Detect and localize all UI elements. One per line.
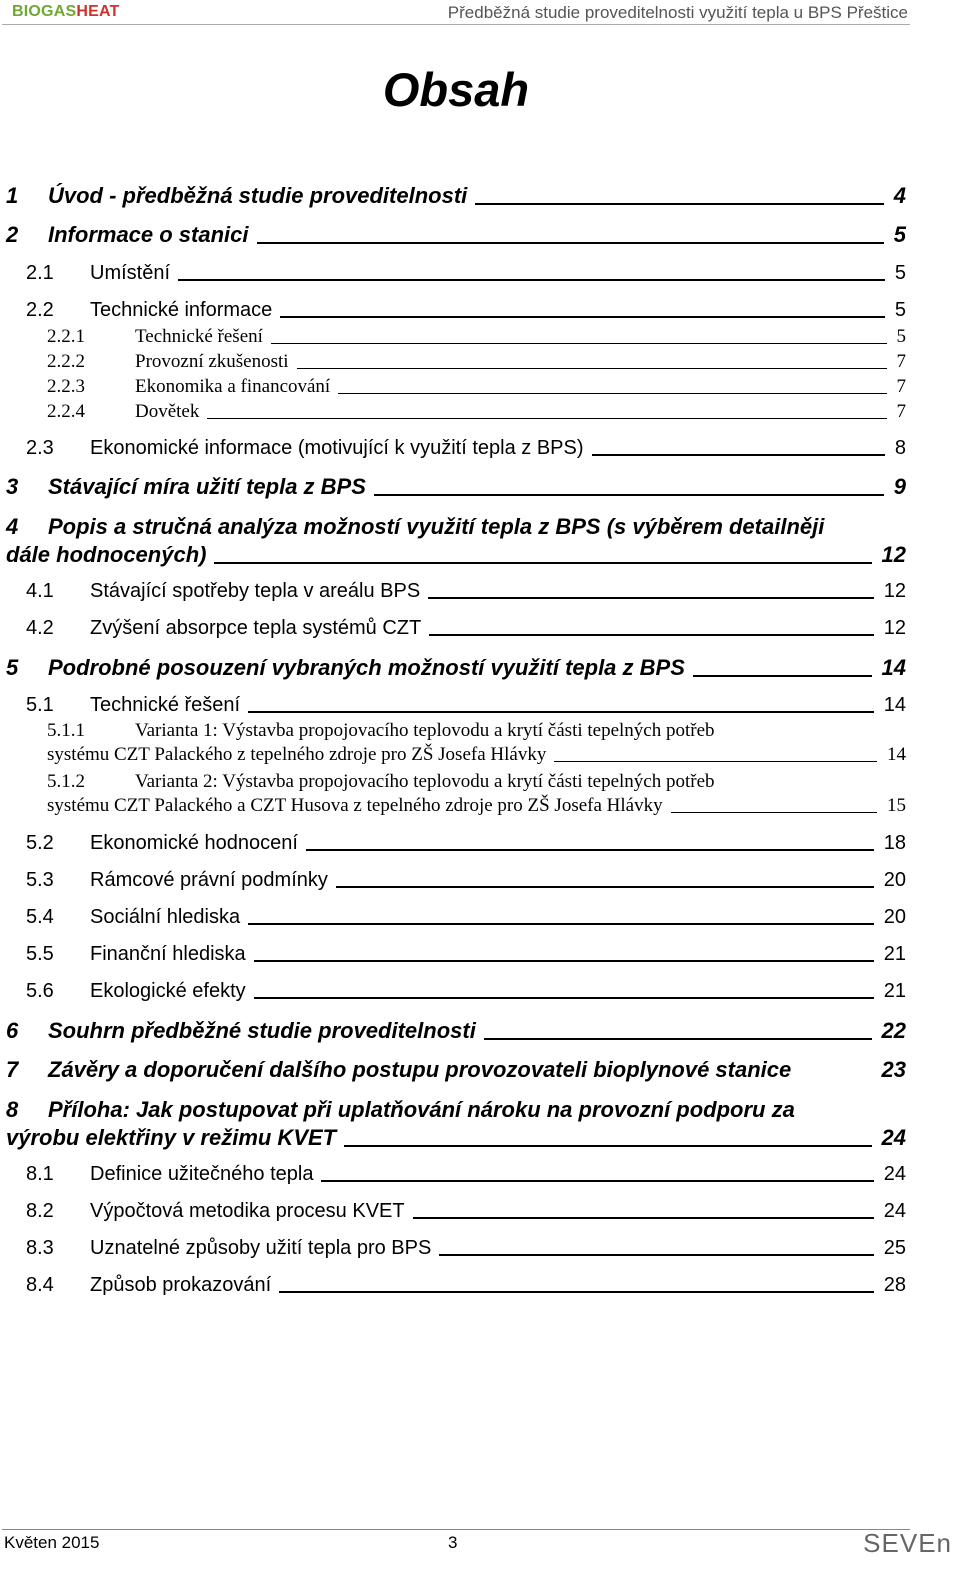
leader-line — [248, 923, 874, 925]
toc-entry-8-3[interactable]: 8.3 Uznatelné způsoby užití tepla pro BPS 25 — [26, 1237, 906, 1259]
leader-line — [254, 960, 874, 962]
footer-date: Květen 2015 — [4, 1533, 100, 1552]
leader-line — [280, 316, 885, 318]
leader-line — [413, 1217, 874, 1219]
biogasheat-logo: BIOGASHEAT — [12, 3, 120, 20]
toc-entry-8-2[interactable]: 8.2 Výpočtová metodika procesu KVET 24 — [26, 1200, 906, 1222]
toc-entry-8[interactable]: 8 Příloha: Jak postupovat při uplatňování nároku na provozní podporu za výrobu elektřiny v režimu KVET 24 — [6, 1097, 906, 1150]
toc-entry-5-1-1[interactable]: 5.1.1 Varianta 1: Výstavba propojovacího teplovodu a krytí části tepelných potřeb systému CZT Palackého z tepelného zdroje pro ZŠ Josefa Hlávky 14 — [47, 720, 906, 765]
leader-line — [271, 343, 887, 344]
leader-line — [248, 711, 874, 713]
leader-line — [374, 494, 884, 496]
header-divider — [2, 24, 910, 25]
leader-line — [306, 849, 874, 851]
leader-line — [429, 634, 874, 636]
toc-entry-5-5[interactable]: 5.5 Finanční hlediska 21 — [26, 943, 906, 965]
toc-entry-5-2[interactable]: 5.2 Ekonomické hodnocení 18 — [26, 832, 906, 854]
leader-line — [475, 203, 883, 205]
leader-line — [254, 997, 874, 999]
leader-line — [214, 562, 871, 564]
leader-line — [338, 393, 886, 394]
toc-entry-2-2[interactable]: 2.2 Technické informace 5 — [26, 299, 906, 321]
toc-entry-4-2[interactable]: 4.2 Zvýšení absorpce tepla systémů CZT 12 — [26, 617, 906, 639]
leader-line — [671, 812, 877, 813]
page-title: Obsah — [382, 63, 530, 116]
leader-line — [297, 368, 887, 369]
toc-entry-1[interactable]: 1 Úvod - předběžná studie proveditelnosti 4 — [6, 183, 906, 208]
leader-line — [321, 1180, 873, 1182]
toc-entry-2-2-4[interactable]: 2.2.4 Dovětek 7 — [47, 401, 906, 422]
toc-entry-2-2-2[interactable]: 2.2.2 Provozní zkušenosti 7 — [47, 351, 906, 372]
toc-entry-5-6[interactable]: 5.6 Ekologické efekty 21 — [26, 980, 906, 1002]
toc-entry-8-4[interactable]: 8.4 Způsob prokazování 28 — [26, 1274, 906, 1296]
toc-entry-8-1[interactable]: 8.1 Definice užitečného tepla 24 — [26, 1163, 906, 1185]
toc-entry-5[interactable]: 5 Podrobné posouzení vybraných možností využití tepla z BPS 14 — [6, 655, 906, 680]
leader-line — [439, 1254, 873, 1256]
toc-entry-4-1[interactable]: 4.1 Stávající spotřeby tepla v areálu BPS 12 — [26, 580, 906, 602]
toc-entry-5-4[interactable]: 5.4 Sociální hlediska 20 — [26, 906, 906, 928]
page-header — [0, 0, 960, 28]
header-title: Předběžná studie proveditelnosti využití tepla u BPS Přeštice — [447, 3, 908, 22]
toc-entry-2[interactable]: 2 Informace o stanici 5 — [6, 222, 906, 247]
leader-line — [279, 1291, 874, 1293]
leader-line — [693, 675, 872, 677]
toc-entry-5-1-2[interactable]: 5.1.2 Varianta 2: Výstavba propojovacího teplovodu a krytí části tepelných potřeb systému CZT Palackého a CZT Husova z tepelného zdroje pro ZŠ Josefa Hlávky 15 — [47, 771, 906, 816]
footer-divider — [2, 1529, 910, 1530]
toc-entry-2-2-1[interactable]: 2.2.1 Technické řešení 5 — [47, 326, 906, 347]
toc-entry-2-2-3[interactable]: 2.2.3 Ekonomika a financování 7 — [47, 376, 906, 397]
toc-entry-3[interactable]: 3 Stávající míra užití tepla z BPS 9 — [6, 474, 906, 499]
leader-line — [592, 454, 885, 456]
toc-entry-2-3[interactable]: 2.3 Ekonomické informace (motivující k využití tepla z BPS) 8 — [26, 437, 906, 459]
toc-entry-5-3[interactable]: 5.3 Rámcové právní podmínky 20 — [26, 869, 906, 891]
leader-line — [554, 761, 877, 762]
toc-entry-2-1[interactable]: 2.1 Umístění 5 — [26, 262, 906, 284]
toc-entry-5-1[interactable]: 5.1 Technické řešení 14 — [26, 694, 906, 716]
toc-entry-7[interactable]: 7 Závěry a doporučení dalšího postupu provozovateli bioplynové stanice 23 — [6, 1057, 906, 1082]
leader-line — [336, 886, 874, 888]
leader-line — [207, 418, 886, 419]
toc-entry-4[interactable]: 4 Popis a stručná analýza možností využití tepla z BPS (s výběrem detailněji dále hodnocených) 12 — [6, 514, 906, 567]
leader-line — [344, 1145, 871, 1147]
leader-line — [257, 242, 884, 244]
leader-line — [428, 597, 874, 599]
leader-line — [484, 1038, 872, 1040]
leader-line — [178, 279, 885, 281]
seven-logo: SEVEn — [863, 1528, 952, 1558]
toc-entry-6[interactable]: 6 Souhrn předběžné studie proveditelnosti 22 — [6, 1018, 906, 1043]
page-number: 3 — [448, 1533, 458, 1552]
